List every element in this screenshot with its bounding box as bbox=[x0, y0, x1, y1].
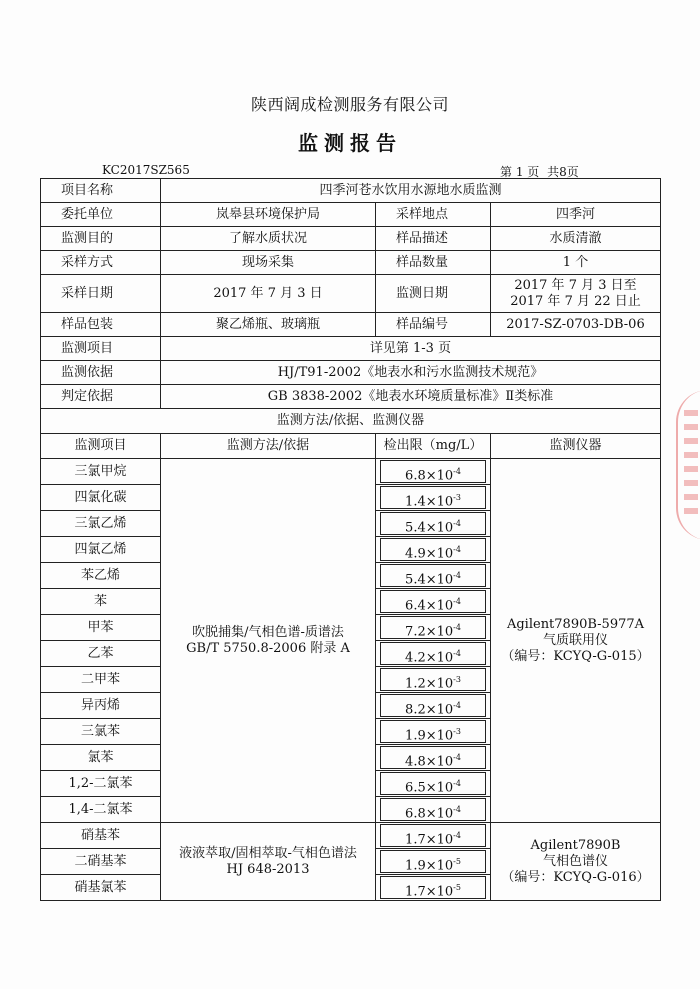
group1-instrument-line2: 气质联用仪 bbox=[542, 632, 608, 648]
detection-limit-box bbox=[380, 824, 486, 847]
client-label: 委托单位 bbox=[41, 203, 161, 227]
date-value: 2017 年 7 月 3 日 bbox=[161, 275, 376, 313]
judge-value: GB 3838-2002《地表水环境质量标准》Ⅱ类标准 bbox=[161, 385, 661, 409]
limit-mantissa: 8.2×10 bbox=[405, 702, 454, 718]
purpose-value: 了解水质状况 bbox=[161, 227, 376, 251]
detection-limit-box bbox=[380, 616, 486, 639]
col-item-header: 监测项目 bbox=[41, 434, 161, 459]
detection-limit-box bbox=[380, 460, 486, 483]
item-name: 三氯苯 bbox=[41, 719, 161, 745]
group2-method-line1: 液液萃取/固相萃取-气相色谱法 bbox=[179, 845, 357, 861]
limit-exponent: -4 bbox=[453, 467, 461, 476]
detection-limit bbox=[376, 589, 491, 615]
limit-mantissa: 1.9×10 bbox=[405, 728, 454, 744]
table-row bbox=[41, 459, 661, 485]
limit-mantissa: 5.4×10 bbox=[405, 572, 454, 588]
limit-exponent: -4 bbox=[453, 519, 461, 528]
limit-exponent: -4 bbox=[453, 571, 461, 580]
detection-limit bbox=[376, 693, 491, 719]
limit-mantissa: 1.9×10 bbox=[405, 858, 454, 874]
detection-limit-box bbox=[380, 798, 486, 821]
detection-limit bbox=[376, 615, 491, 641]
limit-exponent: -5 bbox=[453, 883, 461, 892]
detection-limit bbox=[376, 485, 491, 511]
seal-stamp-mark bbox=[684, 410, 698, 520]
detection-limit-box bbox=[380, 772, 486, 795]
group2-instrument-line2: 气相色谱仪 bbox=[542, 853, 608, 869]
detection-limit-box bbox=[380, 486, 486, 509]
limit-mantissa: 1.7×10 bbox=[405, 832, 454, 848]
group1-instrument-line3: （编号：KCYQ-G-015） bbox=[501, 648, 650, 664]
report-table bbox=[40, 178, 661, 901]
detection-limit-box bbox=[380, 850, 486, 873]
group1-method-line2: GB/T 5750.8-2006 附录 A bbox=[186, 640, 350, 656]
item-name: 乙苯 bbox=[41, 641, 161, 667]
detection-limit bbox=[376, 771, 491, 797]
table-row bbox=[41, 823, 661, 849]
document-number: KC2017SZ565 bbox=[102, 163, 190, 177]
detection-limit-box bbox=[380, 538, 486, 561]
qty-label: 样品数量 bbox=[376, 251, 491, 275]
limit-mantissa: 6.8×10 bbox=[405, 806, 454, 822]
section-title: 监测方法/依据、监测仪器 bbox=[41, 409, 661, 434]
detection-limit bbox=[376, 641, 491, 667]
group1-method bbox=[161, 459, 376, 823]
col-limit-header: 检出限（mg/L） bbox=[376, 434, 491, 459]
project-value: 四季河苍水饮用水源地水质监测 bbox=[161, 179, 661, 203]
detection-limit bbox=[376, 667, 491, 693]
judge-label: 判定依据 bbox=[41, 385, 161, 409]
item-name: 四氯乙烯 bbox=[41, 537, 161, 563]
group2-method bbox=[161, 823, 376, 901]
limit-exponent: -3 bbox=[453, 493, 461, 502]
method-label: 采样方式 bbox=[41, 251, 161, 275]
purpose-label: 监测目的 bbox=[41, 227, 161, 251]
item-name: 三氯甲烷 bbox=[41, 459, 161, 485]
limit-mantissa: 4.9×10 bbox=[405, 546, 454, 562]
item-name: 甲苯 bbox=[41, 615, 161, 641]
desc-label: 样品描述 bbox=[376, 227, 491, 251]
item-name: 苯乙烯 bbox=[41, 563, 161, 589]
basis-label: 监测依据 bbox=[41, 361, 161, 385]
item-name: 四氯化碳 bbox=[41, 485, 161, 511]
item-name: 二甲苯 bbox=[41, 667, 161, 693]
detection-limit-box bbox=[380, 564, 486, 587]
limit-exponent: -4 bbox=[453, 805, 461, 814]
detection-limit-box bbox=[380, 720, 486, 743]
limit-mantissa: 7.2×10 bbox=[405, 624, 454, 640]
col-method-header: 监测方法/依据 bbox=[161, 434, 376, 459]
detection-limit bbox=[376, 511, 491, 537]
site-value: 四季河 bbox=[491, 203, 661, 227]
limit-mantissa: 5.4×10 bbox=[405, 520, 454, 536]
limit-mantissa: 4.2×10 bbox=[405, 650, 454, 666]
limit-exponent: -4 bbox=[453, 623, 461, 632]
limit-mantissa: 1.2×10 bbox=[405, 676, 454, 692]
items-value: 详见第 1-3 页 bbox=[161, 337, 661, 361]
item-name: 苯 bbox=[41, 589, 161, 615]
site-label: 采样地点 bbox=[376, 203, 491, 227]
group2-instrument-line1: Agilent7890B bbox=[530, 837, 621, 853]
project-label: 项目名称 bbox=[41, 179, 161, 203]
limit-exponent: -4 bbox=[453, 545, 461, 554]
pack-label: 样品包装 bbox=[41, 313, 161, 337]
limit-exponent: -4 bbox=[453, 831, 461, 840]
detection-limit-box bbox=[380, 694, 486, 717]
limit-mantissa: 6.8×10 bbox=[405, 468, 454, 484]
group2-instrument bbox=[491, 823, 661, 901]
group1-instrument bbox=[491, 459, 661, 823]
detection-limit bbox=[376, 745, 491, 771]
detection-limit-box bbox=[380, 668, 486, 691]
limit-exponent: -5 bbox=[453, 857, 461, 866]
limit-mantissa: 1.7×10 bbox=[405, 884, 454, 900]
desc-value: 水质清澈 bbox=[491, 227, 661, 251]
detection-limit bbox=[376, 563, 491, 589]
basis-value: HJ/T91-2002《地表水和污水监测技术规范》 bbox=[161, 361, 661, 385]
item-name: 1,4-二氯苯 bbox=[41, 797, 161, 823]
group2-instrument-line3: （编号：KCYQ-G-016） bbox=[501, 869, 650, 885]
col-instrument-header: 监测仪器 bbox=[491, 434, 661, 459]
detection-limit bbox=[376, 459, 491, 485]
limit-mantissa: 4.8×10 bbox=[405, 754, 454, 770]
report-title: 监测报告 bbox=[298, 131, 402, 155]
item-name: 硝基氯苯 bbox=[41, 875, 161, 901]
company-name: 陕西阔成检测服务有限公司 bbox=[250, 95, 449, 114]
total-pages: 共8页 bbox=[547, 165, 579, 179]
item-name: 1,2-二氯苯 bbox=[41, 771, 161, 797]
group1-instrument-line1: Agilent7890B-5977A bbox=[506, 616, 645, 632]
item-name: 二硝基苯 bbox=[41, 849, 161, 875]
detection-limit-box bbox=[380, 746, 486, 769]
limit-mantissa: 6.4×10 bbox=[405, 598, 454, 614]
detection-limit-box bbox=[380, 512, 486, 535]
pack-value: 聚乙烯瓶、玻璃瓶 bbox=[161, 313, 376, 337]
detection-limit bbox=[376, 849, 491, 875]
items-label: 监测项目 bbox=[41, 337, 161, 361]
limit-mantissa: 1.4×10 bbox=[405, 494, 454, 510]
detection-limit bbox=[376, 875, 491, 901]
mdate-line2: 2017 年 7 月 22 日止 bbox=[510, 293, 641, 309]
limit-mantissa: 6.5×10 bbox=[405, 780, 454, 796]
item-name: 异丙烯 bbox=[41, 693, 161, 719]
date-label: 采样日期 bbox=[41, 275, 161, 313]
current-page: 第 1 页 bbox=[500, 165, 540, 179]
mdate-label: 监测日期 bbox=[376, 275, 491, 313]
group1-method-line1: 吹脱捕集/气相色谱-质谱法 bbox=[192, 624, 344, 640]
detection-limit-box bbox=[380, 590, 486, 613]
sid-label: 样品编号 bbox=[376, 313, 491, 337]
qty-value: 1 个 bbox=[491, 251, 661, 275]
mdate-line1: 2017 年 7 月 3 日至 bbox=[514, 277, 637, 293]
limit-exponent: -3 bbox=[453, 727, 461, 736]
limit-exponent: -4 bbox=[453, 779, 461, 788]
detection-limit bbox=[376, 719, 491, 745]
limit-exponent: -4 bbox=[453, 701, 461, 710]
limit-exponent: -4 bbox=[453, 649, 461, 658]
item-name: 三氯乙烯 bbox=[41, 511, 161, 537]
detection-limit bbox=[376, 797, 491, 823]
sid-value: 2017-SZ-0703-DB-06 bbox=[491, 313, 661, 337]
limit-exponent: -3 bbox=[453, 675, 461, 684]
detection-limit bbox=[376, 823, 491, 849]
group2-method-line2: HJ 648-2013 bbox=[226, 861, 310, 877]
item-name: 氯苯 bbox=[41, 745, 161, 771]
limit-exponent: -4 bbox=[453, 753, 461, 762]
mdate-value bbox=[491, 275, 661, 313]
limit-exponent: -4 bbox=[453, 597, 461, 606]
detection-limit bbox=[376, 537, 491, 563]
item-name: 硝基苯 bbox=[41, 823, 161, 849]
method-value: 现场采集 bbox=[161, 251, 376, 275]
detection-limit-box bbox=[380, 876, 486, 899]
client-value: 岚皋县环境保护局 bbox=[161, 203, 376, 227]
detection-limit-box bbox=[380, 642, 486, 665]
